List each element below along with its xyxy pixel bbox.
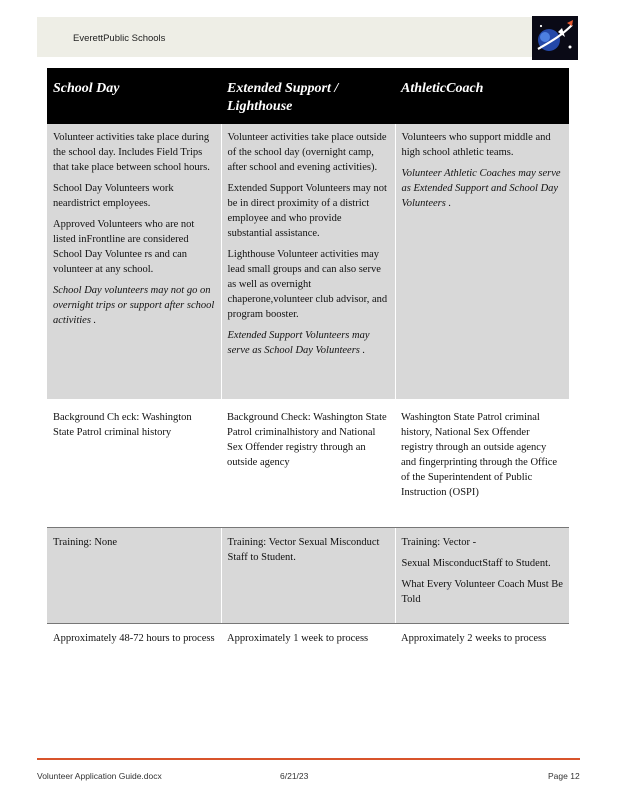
background-cell-school-day: Background Ch eck: Washington State Patrol criminal history (53, 412, 192, 438)
training-cell-athletic-coach (395, 528, 569, 624)
footer-page-number: Page 12 (548, 771, 580, 781)
activities-row (47, 124, 569, 399)
column-heading-extended-support: Extended Support / Lighthouse (221, 68, 395, 124)
background-cell-athletic-coach: Washington State Patrol criminal history, National Sex Offender registry through an outside agency and fingerprinting through the Office of the Superintendent of Public Instruction (OSPI) (401, 412, 558, 498)
district-logo-icon (532, 16, 578, 60)
volunteer-types-table (47, 68, 569, 665)
footer-rule (37, 758, 580, 760)
activity-note: Volunteer Athletic Coaches may serve as Extended Support and School Day Volunteers . (401, 168, 561, 209)
training-text: Training: Vector - (401, 537, 477, 548)
activity-text: Extended Support Volunteers may not be in direct proximity of a district employee and who provide substantial assistance. (227, 183, 387, 239)
training-text: Training: Vector Sexual Misconduct Staff to Student. (227, 537, 380, 563)
activities-cell-extended-support (221, 124, 395, 399)
processing-time-row (47, 624, 569, 666)
activity-text: Volunteer activities take place during the school day. Includes Field Trips that take place between school hours. (53, 132, 210, 173)
column-heading-athletic-coach: AthleticCoach (395, 68, 569, 124)
training-cell-school-day (47, 528, 221, 624)
training-text: Training: None (53, 537, 118, 548)
activity-text: School Day Volunteers work neardistrict employees. (53, 183, 174, 209)
footer-filename: Volunteer Application Guide.docx (37, 771, 162, 781)
footer-date: 6/21/23 (280, 771, 309, 781)
background-check-row (47, 399, 569, 528)
training-text: What Every Volunteer Coach Must Be Told (401, 579, 563, 605)
activity-text: Lighthouse Volunteer activities may lead small groups and can also serve as well as overnight chaperone,volunteer club advisor, and program booster. (227, 249, 388, 320)
activity-note: Extended Support Volunteers may serve as School Day Volunteers . (227, 330, 370, 356)
activity-note: School Day volunteers may not go on overnight trips or support after school activities . (53, 285, 215, 326)
column-heading-school-day: School Day (47, 68, 221, 124)
table-header-row (47, 68, 569, 124)
process-cell-school-day: Approximately 48-72 hours to process (53, 633, 215, 644)
activities-cell-athletic-coach (395, 124, 569, 399)
activities-cell-school-day (47, 124, 221, 399)
training-cell-extended-support (221, 528, 395, 624)
training-row (47, 528, 569, 624)
activity-text: Approved Volunteers who are not listed inFrontline are considered School Day Voluntee rs and can volunteer at any school. (53, 219, 195, 275)
training-text: Sexual MisconductStaff to Student. (401, 558, 551, 569)
process-cell-athletic-coach: Approximately 2 weeks to process (401, 633, 547, 644)
header-title: EverettPublic Schools (73, 33, 166, 44)
background-cell-extended-support: Background Check: Washington State Patrol criminalhistory and National Sex Offender registry through an outside agency (227, 412, 387, 468)
activity-text: Volunteer activities take place outside of the school day (overnight camp, after school and evening activities). (227, 132, 387, 173)
process-cell-extended-support: Approximately 1 week to process (227, 633, 369, 644)
activity-text: Volunteers who support middle and high school athletic teams. (401, 132, 551, 158)
